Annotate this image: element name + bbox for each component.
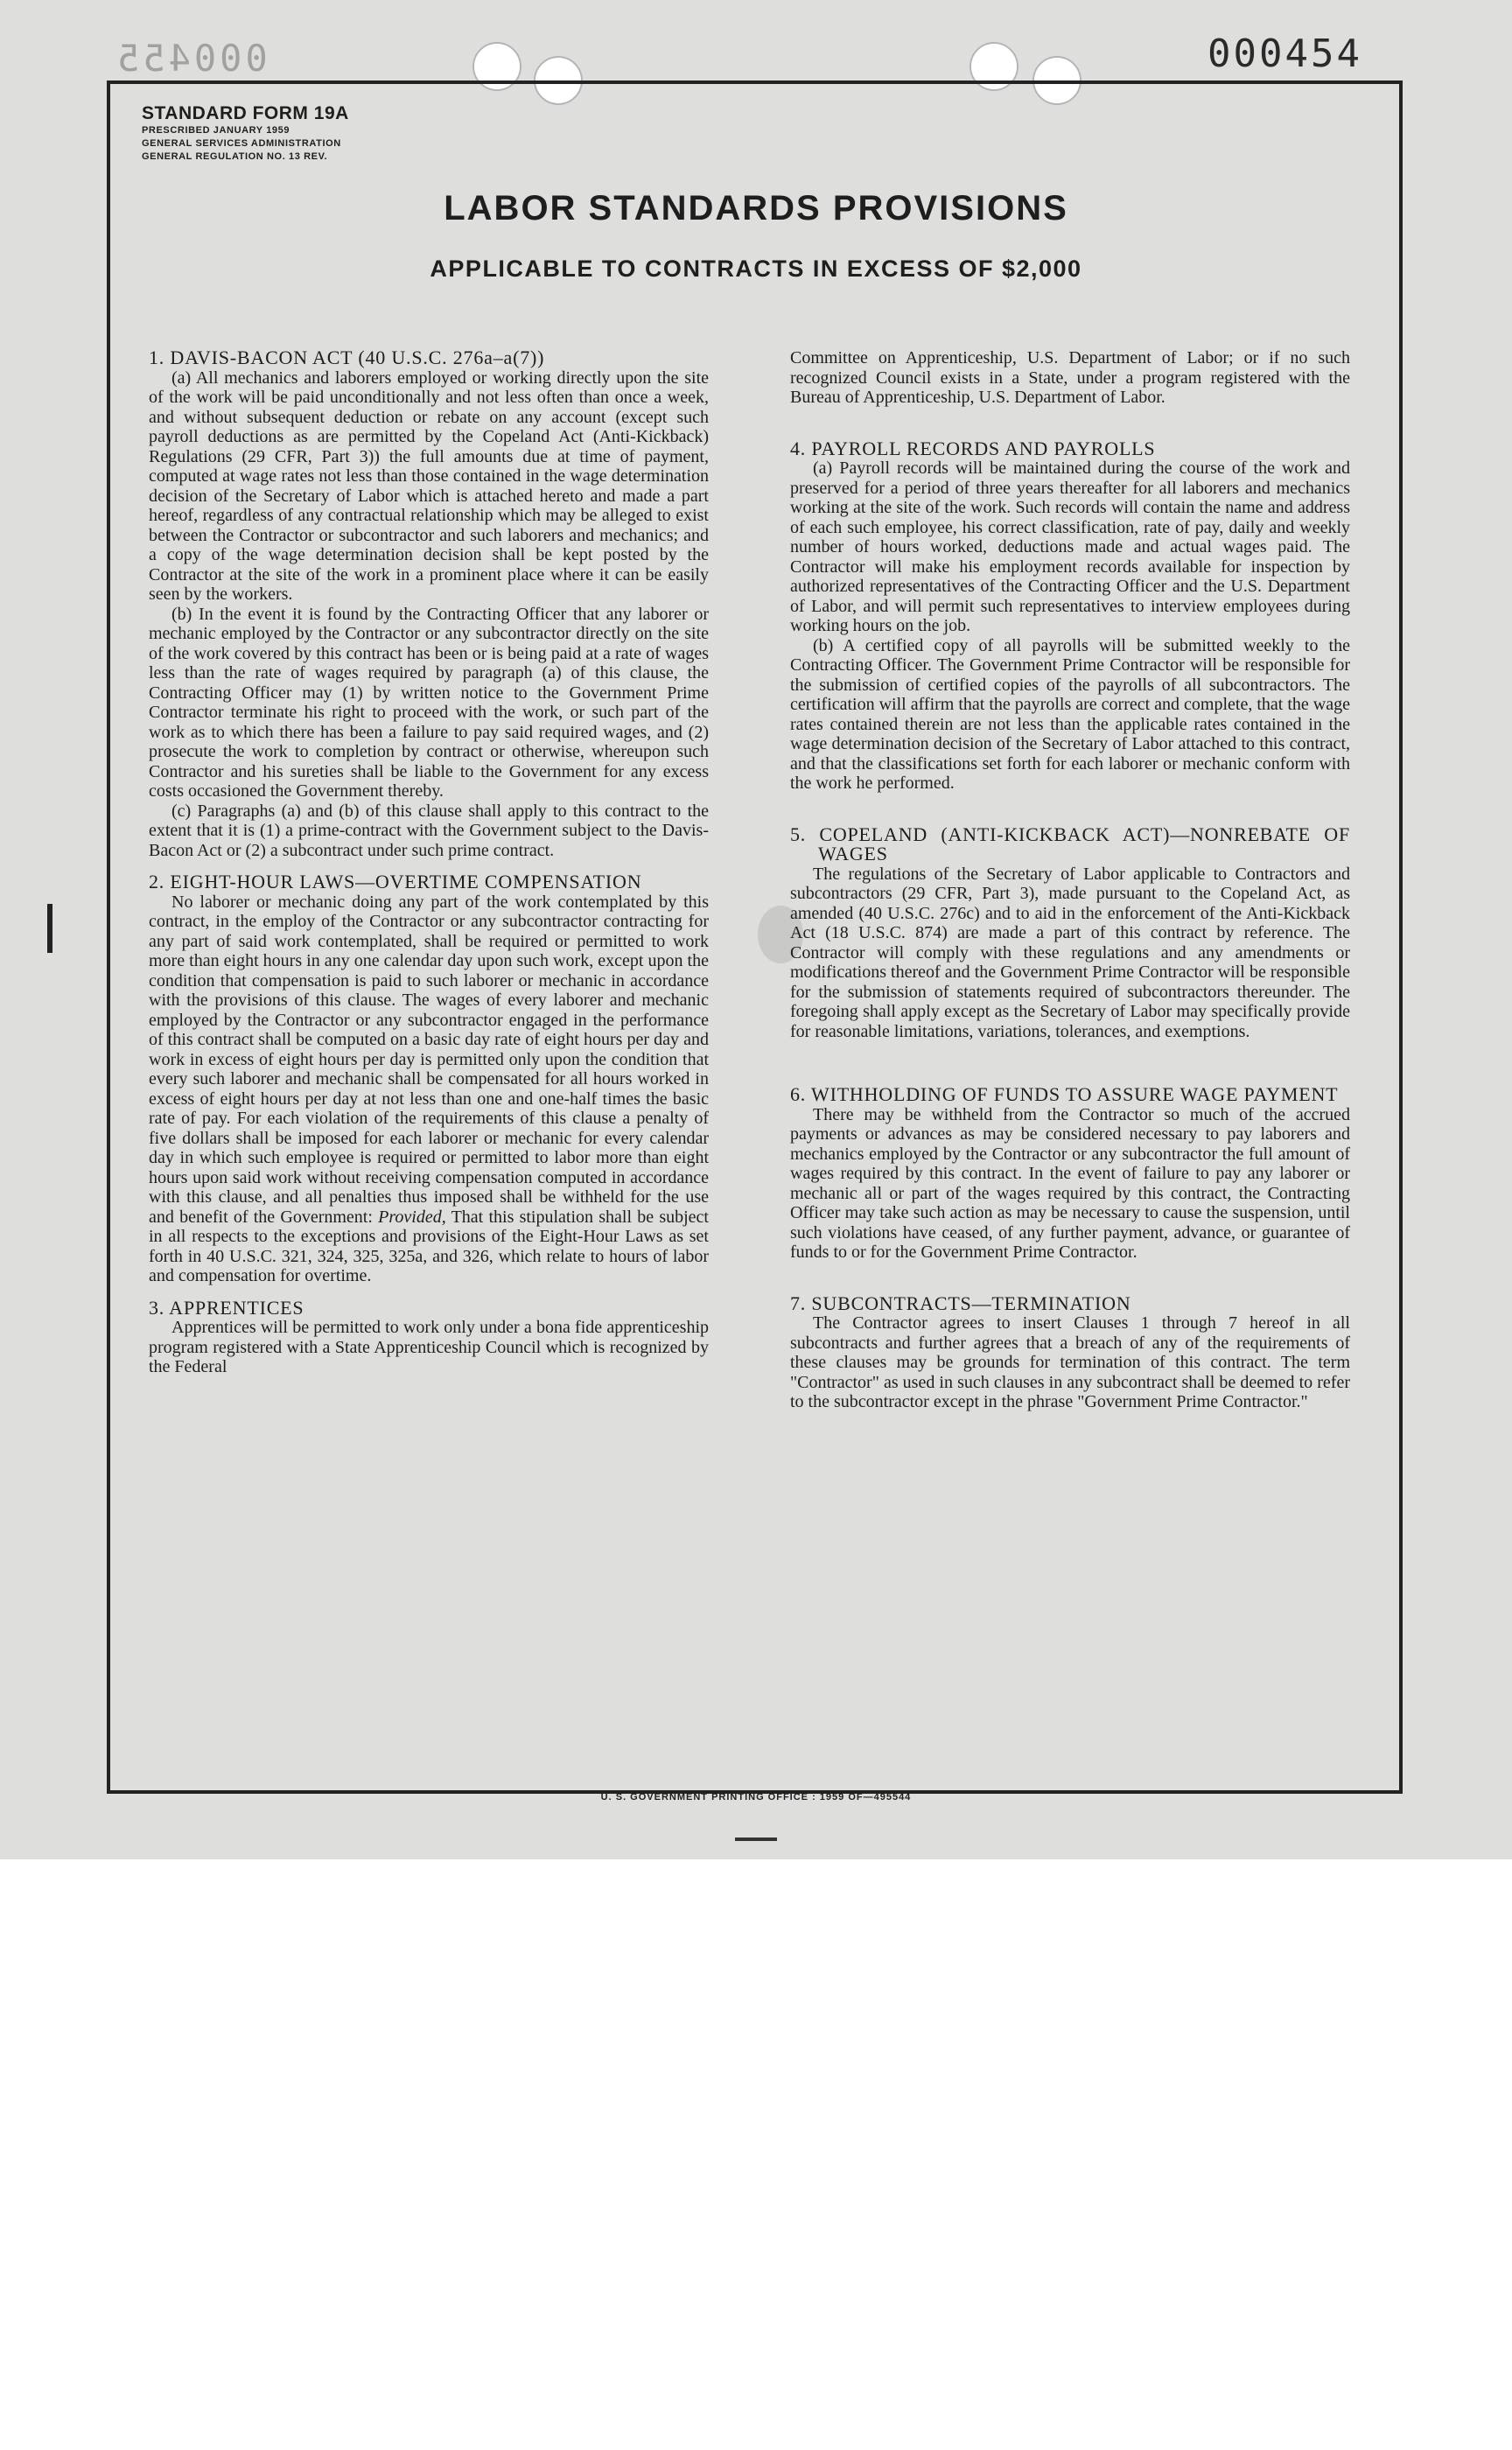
section-heading: 6. WITHHOLDING OF FUNDS TO ASSURE WAGE PAYMENT <box>790 1083 1339 1105</box>
section-paragraph: (a) All mechanics and laborers employed or working directly upon the site of the work will be paid unconditionally and not less often than once a week, and without subsequent deduction or rebate on any account (except such payroll deductions as are permitted by the Copeland Act (Anti-Kickback) Regulations (29 CFR, Part 3)) the full amounts due at time of payment, computed at wage rates not less than those contained in the wage determination decision of the Secretary of Labor which is attached hereto and made a part hereof, regardless of any contractual relationship which may be alleged to exist between the Contractor or subcontractor and such laborers and mechanics; and a copy of the wage determination decision shall be kept posted by the Contractor at the site of the work in a prominent place where it can be easily seen by the workers. <box>149 368 709 604</box>
form-id-line: PRESCRIBED JANUARY 1959 <box>142 125 290 136</box>
section-paragraph <box>149 892 709 1286</box>
section-heading: 7. SUBCONTRACTS—TERMINATION <box>790 1292 1131 1314</box>
form-id-line: GENERAL REGULATION NO. 13 REV. <box>142 151 328 162</box>
section-heading: 3. APPRENTICES <box>149 1296 304 1319</box>
document-subtitle: APPLICABLE TO CONTRACTS IN EXCESS OF $2,000 <box>430 256 1082 282</box>
section-paragraph: (b) A certified copy of all payrolls will be submitted weekly to the Contracting Officer. The Government Prime Contractor will be responsible for the submission of certified copies of the payrolls of all subcontractors. The certification will affirm that the payrolls are correct and complete, that the wage rates contained therein are not less than the applicable rates contained in the wage determination decision of the Secretary of Labor attached to this contract, and that the classifications set forth for each laborer or mechanic conform with the work he performed. <box>790 635 1350 793</box>
section-paragraph: (a) Payroll records will be maintained during the course of the work and preserved for a period of three years thereafter for all laborers and mechanics working at the site of the work. Such records will contain the name and address of each such employee, his correct classification, rate of pay, daily and weekly number of hours worked, deductions made and actual wages paid. The Contractor will make his employment records available for inspection by authorized representatives of the Contracting Officer and the U.S. Department of Labor, and will permit such representatives to interview employees during working hours on the job. <box>790 458 1350 635</box>
document-title: LABOR STANDARDS PROVISIONS <box>444 189 1068 228</box>
section-paragraph: Committee on Apprenticeship, U.S. Department of Labor; or if no such recognized Council exists in a State, under a program registered with the Bureau of Apprenticeship, U.S. Department of Labor. <box>790 348 1350 407</box>
form-id-line: GENERAL SERVICES ADMINISTRATION <box>142 138 341 149</box>
paragraph-text: No laborer or mechanic doing any part of the work contemplated by this contract, in the employ of the Contractor or any subcontractor contracting for any part of said work contemplated, shall be required or permitted to work more than eight hours in any one calendar day upon such work, except upon the condition that compensation is paid to such laborer or mechanic in accordance with the provisions of this clause. The wages of every laborer and mechanic employed by the Contractor or any subcontractor engaged in the performance of this contract shall be computed on a basic day rate of eight hours per day and work in excess of eight hours per day is permitted only upon the condition that every such laborer and mechanic shall be compensated for all hours worked in excess of eight hours per day at not less than one and one-half times the basic rate of pay. For each violation of the requirements of this clause a penalty of five dollars shall be imposed for each laborer or mechanic for every calendar day in which such employee is required or permitted to labor more than eight hours upon said work without receiving compensation computed in accordance with this clause, and all penalties thus imposed shall be withheld for the use and benefit of the Government: <box>149 892 709 1227</box>
form-name: STANDARD FORM 19A <box>142 103 349 123</box>
paragraph-text: That this stipulation shall be subject in all respects to the exceptions and provisions of the Eight-Hour Laws as set forth in 40 U.S.C. 321, 324, 325, 325a, and 326, which relate to hours of labor and compensation for overtime. <box>149 1207 709 1285</box>
bates-number-stamp: 000454 <box>1208 32 1362 76</box>
section-heading: 2. EIGHT-HOUR LAWS—OVERTIME COMPENSATION <box>149 871 642 892</box>
printing-office-footer: U. S. GOVERNMENT PRINTING OFFICE : 1959 OF—495544 <box>600 1792 912 1802</box>
mirrored-bates-stamp: 000455 <box>114 37 268 80</box>
section-heading: 1. DAVIS-BACON ACT (40 U.S.C. 276a–a(7)) <box>149 346 545 368</box>
section-heading: 4. PAYROLL RECORDS AND PAYROLLS <box>790 437 1156 459</box>
section-paragraph: There may be withheld from the Contractor so much of the accrued payments or advances as may be considered necessary to pay laborers and mechanics employed by the Contractor or any subcontractor the full amount of wages required by this contract. In the event of failure to pay any laborer or mechanic all or part of the wages required by this contract, the Contracting Officer may take such action as may be necessary to cause the suspension, until such violations have ceased, of any further payment, advance, or guarantee of funds to or for the Government Prime Contractor. <box>790 1104 1350 1262</box>
section-paragraph: Apprentices will be permitted to work only under a bona fide apprenticeship program registered with a State Apprenticeship Council which is recognized by the Federal <box>149 1318 709 1376</box>
form-identification <box>142 103 349 164</box>
section-heading: 5. COPELAND (ANTI-KICKBACK ACT)—NONREBATE OF WAGES <box>790 822 1350 864</box>
section-paragraph: (c) Paragraphs (a) and (b) of this clause shall apply to this contract to the extent that it is (1) a prime-contract with the Government subject to the Davis-Bacon Act or (2) a subcontract under such prime contract. <box>149 801 709 860</box>
left-column <box>149 348 709 1377</box>
bottom-tick-mark <box>735 1838 777 1841</box>
italic-term: Provided, <box>378 1207 446 1227</box>
margin-mark <box>47 904 52 953</box>
section-paragraph: (b) In the event it is found by the Contracting Officer that any laborer or mechanic employed by the Contractor or any subcontractor directly on the site of the work covered by this contract has been or is being paid at a rate of wages less than the rate of wages required by paragraph (a) of this clause, the Contracting Officer may (1) by written notice to the Government Prime Contractor terminate his right to proceed with the work, or such part of the work as to which there has been a failure to pay said required wages, and (2) prosecute the work to completion by contract or otherwise, whereupon such Contractor and his sureties shall be liable to the Government for any excess costs occasioned the Government thereby. <box>149 604 709 801</box>
section-paragraph: The regulations of the Secretary of Labor applicable to Contractors and subcontractors (29 CFR, Part 3), made pursuant to the Copeland Act, as amended (40 U.S.C. 276c) and to aid in the enforcement of the Anti-Kickback Act (18 U.S.C. 874) are made a part of this contract by reference. The Contractor will comply with these regulations and any amendments or modifications thereof and the Government Prime Contractor will be responsible for the submission of statements required of subcontractors thereunder. The foregoing shall apply except as the Secretary of Labor may specifically provide for reasonable limitations, variations, tolerances, and exemptions. <box>790 864 1350 1041</box>
section-paragraph: The Contractor agrees to insert Clauses 1 through 7 hereof in all subcontracts and further agrees that a breach of any of the requirements of these clauses may be grounds for termination of this contract. The term "Contractor" as used in such clauses in any subcontract shall be deemed to refer to the subcontractor except in the phrase "Government Prime Contractor." <box>790 1313 1350 1411</box>
right-column <box>790 348 1350 1412</box>
